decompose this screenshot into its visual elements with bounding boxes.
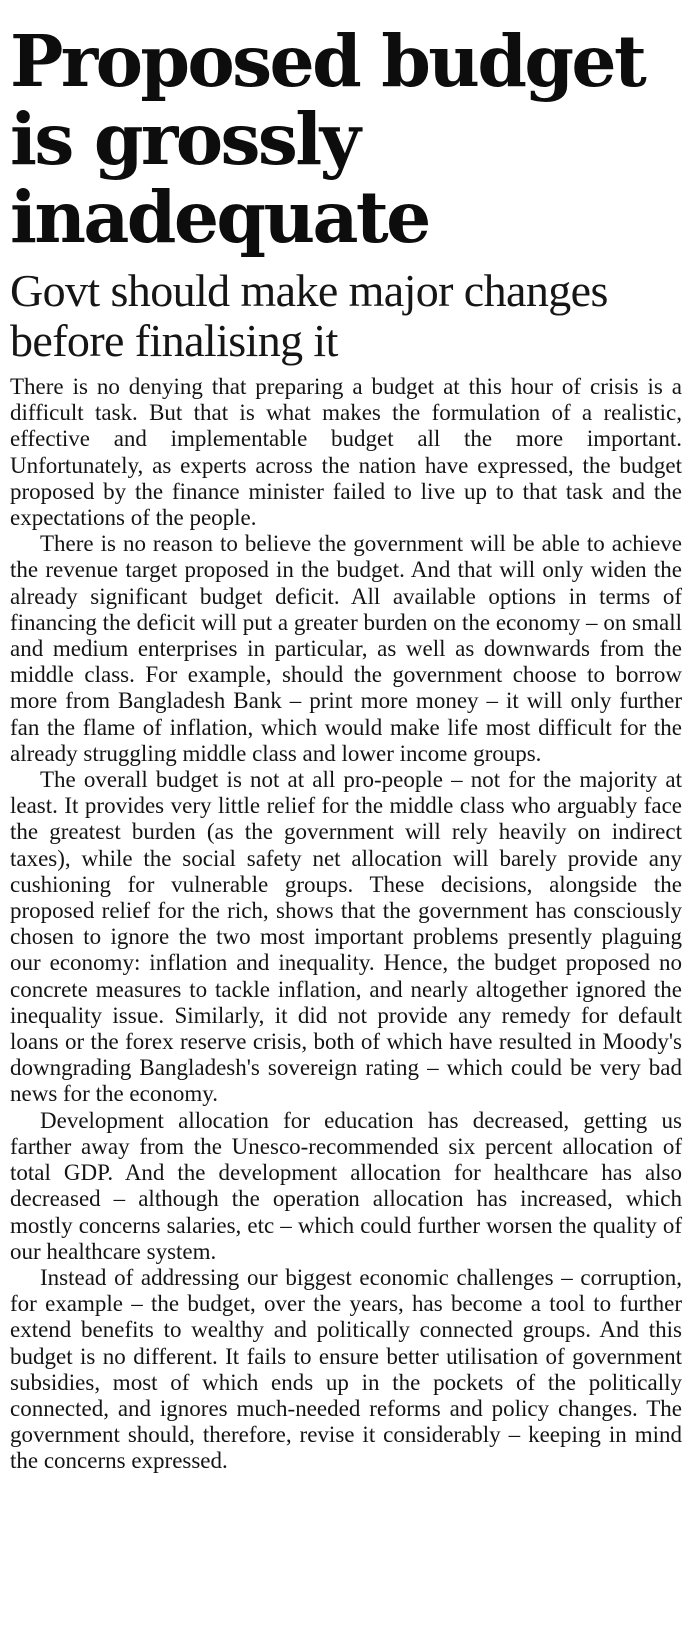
paragraph-5: Instead of addressing our biggest economic challenges – corruption, for example – the budget, over the years, has become a tool to further extend benefits to wealthy and politically connected groups. And this budget is no different. It fails to ensure better utilisation of government subsidies, most of which ends up in the pockets of the politically connected, and ignores much-needed reforms and policy changes. The government should, therefore, revise it considerably – keeping in mind the concerns expressed.	[10, 1264, 682, 1474]
subheadline: Govt should make major changes before finalising it	[10, 265, 608, 366]
headline: Proposed budget is grossly inadequate	[10, 19, 645, 259]
paragraph-2: There is no reason to believe the government will be able to achieve the revenue target proposed in the budget. And that will only widen the already significant budget deficit. All available options in terms of financing the deficit will put a greater burden on the economy – on small and medium enterprises in particular, as well as downwards from the middle class. For example, should the government choose to borrow more from Bangladesh Bank – print more money – it will only further fan the flame of inflation, which would make life most difficult for the already struggling middle class and lower income groups.	[10, 531, 682, 766]
paragraph-4: Development allocation for education has decreased, getting us farther away from the Unesco-recommended six percent allocation of total GDP. And the development allocation for healthcare has also decreased – although the operation allocation has increased, which mostly concerns salaries, etc – which could further worsen the quality of our healthcare system.	[10, 1107, 682, 1264]
paragraph-1: There is no denying that preparing a budget at this hour of crisis is a difficult task. But that is what makes the formulation of a realistic, effective and implementable budget all the more important. Unfortunately, as experts across the nation have expressed, the budget proposed by the finance minister failed to live up to that task and the expectations of the people.	[10, 374, 682, 531]
paragraph-3: The overall budget is not at all pro-people – not for the majority at least. It provides very little relief for the middle class who arguably face the greatest burden (as the government will rely heavily on indirect taxes), while the social safety net allocation will barely provide any cushioning for vulnerable groups. These decisions, alongside the proposed relief for the rich, shows that the government has consciously chosen to ignore the two most important problems presently plaguing our economy: inflation and inequality. Hence, the budget proposed no concrete measures to tackle inflation, and nearly altogether ignored the inequality issue. Similarly, it did not provide any remedy for default loans or the forex reserve crisis, both of which have resulted in Moody's downgrading Bangladesh's sovereign rating – which could be very bad news for the economy.	[10, 767, 682, 1107]
article-body	[10, 374, 682, 1475]
